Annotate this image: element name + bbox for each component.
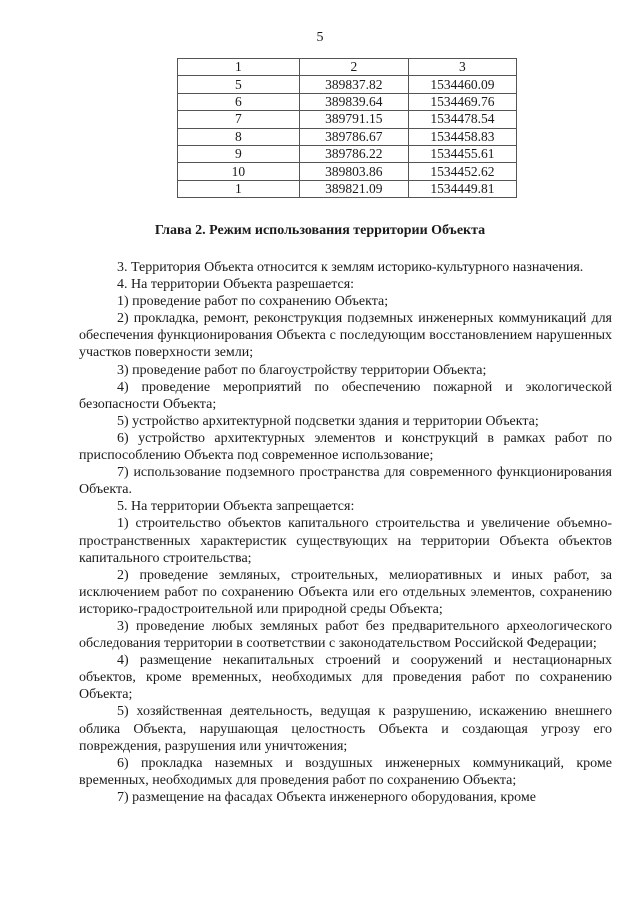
paragraph: 5) хозяйственная деятельность, ведущая к разрушению, искажению внешнего облика Объекта, нарушающая целостность Объекта и создающая угрозу его повреждения, разрушения или уничтожения; <box>79 704 612 754</box>
paragraph: 6) прокладка наземных и воздушных инженерных коммуникаций, кроме временных, необходимых для проведения работ по сохранению Объекта; <box>79 755 612 788</box>
table-cell: 389839.64 <box>299 93 408 110</box>
table-cell: 389837.82 <box>299 76 408 93</box>
table-cell: 1534449.81 <box>408 180 516 197</box>
table-cell: 1534469.76 <box>408 93 516 110</box>
document-body <box>79 259 612 806</box>
table-cell: 389821.09 <box>299 180 408 197</box>
table-cell: 1534458.83 <box>408 128 516 145</box>
table-cell: 389786.22 <box>299 145 408 162</box>
paragraph: 3. Территория Объекта относится к землям историко-культурного назначения. <box>117 260 584 275</box>
paragraph: 4) проведение мероприятий по обеспечению пожарной и экологической безопасности Объекта; <box>79 379 612 412</box>
table-cell: 1 <box>178 180 300 197</box>
table-row <box>178 111 517 128</box>
page-number: 5 <box>316 30 324 45</box>
table-cell: 1534460.09 <box>408 76 516 93</box>
table-row <box>178 145 517 162</box>
table-cell: 9 <box>178 145 300 162</box>
table-row <box>178 128 517 145</box>
paragraph: 5. На территории Объекта запрещается: <box>117 499 355 515</box>
chapter-heading: Глава 2. Режим использования территории Объекта <box>154 223 486 238</box>
table-row <box>178 180 517 197</box>
table-cell: 389786.67 <box>299 128 408 145</box>
paragraph: 4) размещение некапитальных строений и сооружений и нестационарных объектов, кроме временных, необходимых для проведения работ по сохранению Объекта; <box>79 653 612 703</box>
table-header-row <box>178 59 517 76</box>
paragraph: 2) прокладка, ремонт, реконструкция подземных инженерных коммуникаций для обеспечения функционирования Объекта с последующим восстановлением нарушенных участков поверхности земли; <box>79 311 612 361</box>
table-header-cell: 3 <box>408 59 516 76</box>
table-row <box>178 163 517 180</box>
table-cell: 389803.86 <box>299 163 408 180</box>
paragraph: 2) проведение земляных, строительных, мелиоративных и иных работ, за исключением работ по сохранению Объекта или его отдельных элементов, сохранению историко-градостроительной или природной среды Объекта; <box>79 567 612 617</box>
table-cell: 6 <box>178 93 300 110</box>
paragraph: 1) строительство объектов капитального строительства и увеличение объемно-пространственных характеристик существующих на территории Объекта объектов капитального строительства; <box>79 516 612 566</box>
table-row <box>178 93 517 110</box>
table-cell: 10 <box>178 163 300 180</box>
paragraph: 3) проведение любых земляных работ без предварительного археологического обследования территории в соответствии с законодательством Российской Федерации; <box>79 618 612 652</box>
table-row <box>178 76 517 93</box>
table-cell: 389791.15 <box>299 111 408 128</box>
paragraph: 7) размещение на фасадах Объекта инженерного оборудования, кроме <box>117 789 536 805</box>
table-header-cell: 2 <box>299 59 408 76</box>
table-cell: 1534478.54 <box>408 111 516 128</box>
paragraph: 6) устройство архитектурных элементов и конструкций в рамках работ по приспособлению Объекта под современное использование; <box>79 430 612 464</box>
table-cell: 7 <box>178 111 300 128</box>
paragraph: 4. На территории Объекта разрешается: <box>117 277 355 293</box>
table-cell: 5 <box>178 76 300 93</box>
paragraph: 7) использование подземного пространства для современного функционирования Объекта. <box>79 465 612 498</box>
paragraph: 5) устройство архитектурной подсветки здания и территории Объекта; <box>117 413 539 429</box>
table-header-cell: 1 <box>178 59 300 76</box>
paragraph: 1) проведение работ по сохранению Объекта; <box>117 294 389 310</box>
table-cell: 1534455.61 <box>408 145 516 162</box>
paragraph: 3) проведение работ по благоустройству территории Объекта; <box>117 362 487 378</box>
table-cell: 8 <box>178 128 300 145</box>
table-cell: 1534452.62 <box>408 163 516 180</box>
coordinates-table <box>177 58 517 198</box>
